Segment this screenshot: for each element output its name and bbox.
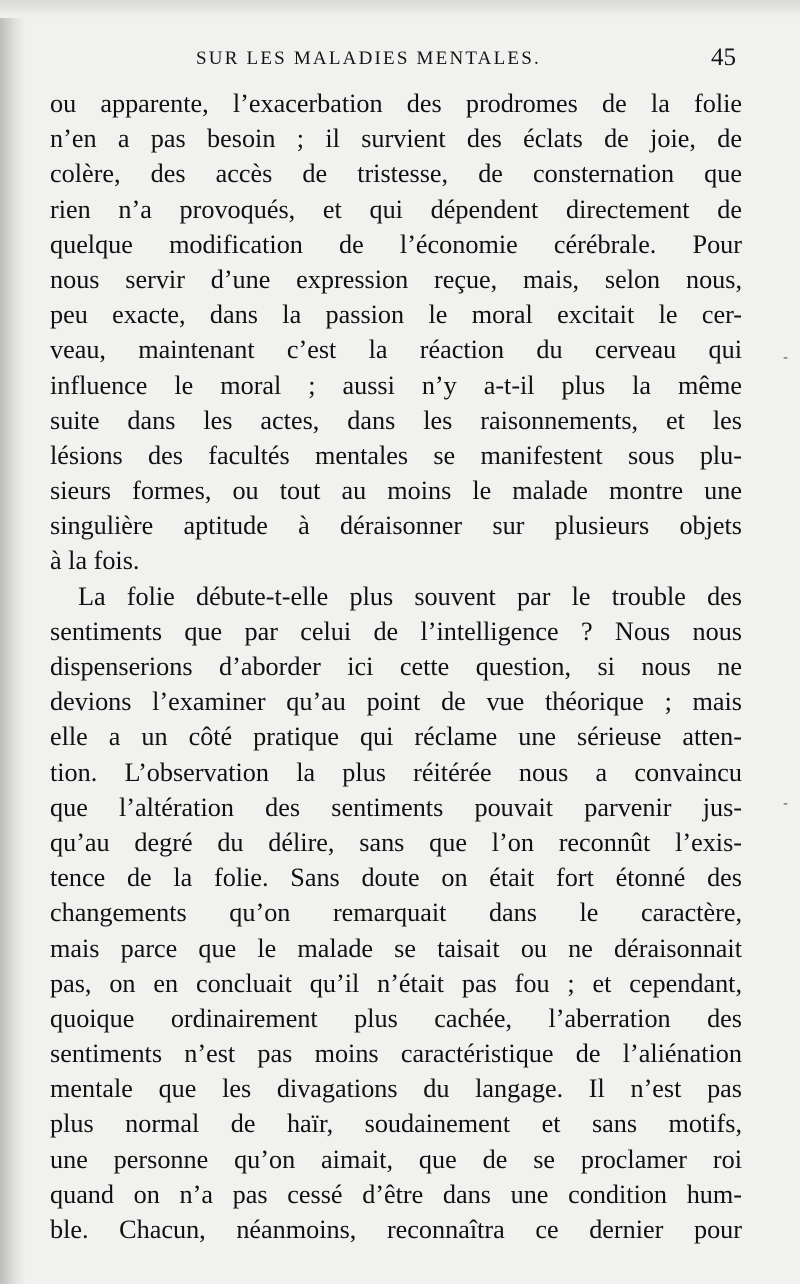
text-line: devions l’examiner qu’au point de vue théorique ; mais (50, 687, 742, 717)
text-line: mentale que les divagations du langage. Il n’est pas (50, 1074, 742, 1104)
text-line: tion. L’observation la plus réitérée nous a convaincu (50, 757, 742, 787)
text-line: sentiments n’est pas moins caractéristique de l’aliénation (50, 1039, 742, 1069)
text-line: lésions des facultés mentales se manifestent sous plu- (50, 440, 742, 470)
text-line: changements qu’on remarquait dans le caractère, (50, 898, 742, 928)
text-line: quelque modification de l’économie cérébrale. Pour (50, 229, 742, 259)
text-line: ble. Chacun, néanmoins, reconnaîtra ce dernier pour (50, 1215, 742, 1244)
text-line: quand on n’a pas cessé d’être dans une condition hum- (50, 1179, 742, 1209)
text-line: rien n’a provoqués, et qui dépendent directement de (50, 194, 742, 224)
text-line: mais parce que le malade se taisait ou ne déraisonnait (50, 933, 742, 963)
text-line: singulière aptitude à déraisonner sur plusieurs objets (50, 511, 742, 541)
margin-dash-mark: - (783, 796, 789, 812)
text-line: influence le moral ; aussi n’y a-t-il plus la même (50, 370, 742, 400)
text-line: qu’au degré du délire, sans que l’on reconnût l’exis- (50, 827, 742, 857)
text-line: elle a un côté pratique qui réclame une sérieuse atten- (50, 722, 742, 752)
text-line: quoique ordinairement plus cachée, l’aberration des (50, 1003, 742, 1033)
text-line: dispenserions d’aborder ici cette question, si nous ne (50, 652, 742, 681)
paragraph-2 (50, 579, 742, 1248)
text-line: plus normal de haïr, soudainement et sans motifs, (50, 1109, 742, 1139)
text-line: nous servir d’une expression reçue, mais, selon nous, (50, 264, 742, 294)
text-line: veau, maintenant c’est la réaction du cerveau qui (50, 335, 742, 365)
text-line: La folie débute-t-elle plus souvent par le trouble des (78, 581, 742, 611)
text-line: tence de la folie. Sans doute on était fort étonné des (50, 863, 742, 893)
margin-dash-mark: - (783, 350, 789, 366)
text-line: que l’altération des sentiments pouvait parvenir jus- (50, 792, 742, 822)
text-line: pas, on en concluait qu’il n’était pas fou ; et cependant, (50, 968, 742, 998)
running-head: SUR LES MALADIES MENTALES. (196, 48, 541, 69)
page-top-shadow (0, 0, 800, 18)
text-line: sentiments que par celui de l’intelligence ? Nous nous (50, 616, 742, 646)
text-line: à la fois. (50, 546, 140, 576)
text-line: sieurs formes, ou tout au moins le malade montre une (50, 476, 742, 506)
paragraph-1 (50, 86, 742, 579)
text-line: peu exacte, dans la passion le moral excitait le cer- (50, 300, 742, 330)
text-line: ou apparente, l’exacerbation des prodromes de la folie (50, 89, 742, 118)
page-number: 45 (711, 44, 736, 71)
page-gutter-shadow (0, 0, 26, 1284)
page-header (50, 44, 740, 78)
text-line: suite dans les actes, dans les raisonnements, et les (50, 405, 742, 435)
text-line: colère, des accès de tristesse, de consternation que (50, 159, 742, 189)
text-line: une personne qu’on aimait, que de se proclamer roi (50, 1144, 742, 1174)
text-line: n’en a pas besoin ; il survient des éclats de joie, de (50, 124, 742, 154)
body-text (50, 86, 742, 1247)
